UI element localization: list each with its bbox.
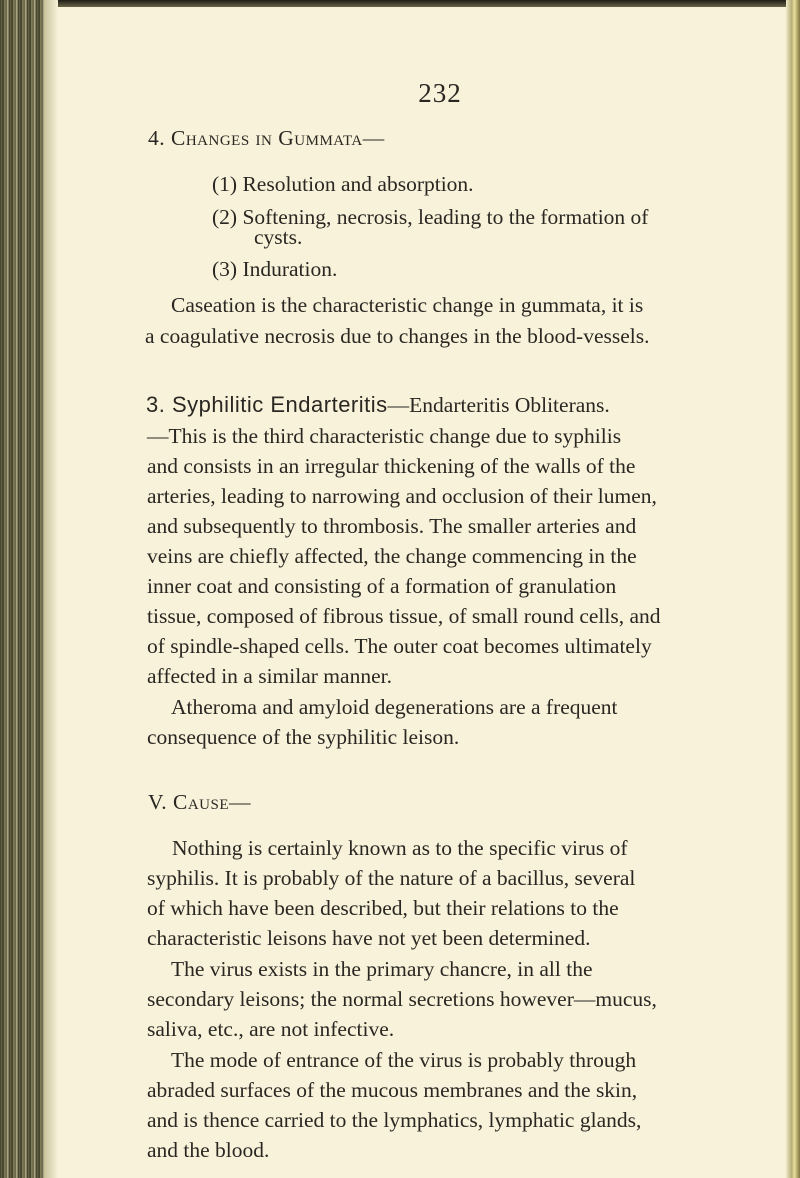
list-item: (2) Softening, necrosis, leading to the formation of xyxy=(212,205,649,229)
paragraph-line: arteries, leading to narrowing and occlusion of their lumen, xyxy=(147,484,657,508)
paragraph-line: and the blood. xyxy=(147,1138,270,1162)
paragraph-line: of which have been described, but their relations to the xyxy=(147,896,619,920)
paragraph-line: veins are chiefly affected, the change commencing in the xyxy=(147,544,637,568)
list-item: cysts. xyxy=(254,225,303,249)
paragraph-line: secondary leisons; the normal secretions however—mucus, xyxy=(147,987,657,1011)
paragraph-line: inner coat and consisting of a formation of granulation xyxy=(147,574,617,598)
paragraph-line: saliva, etc., are not infective. xyxy=(147,1017,395,1041)
paragraph-line: consequence of the syphilitic leison. xyxy=(147,725,460,749)
paragraph-line: of spindle-shaped cells. The outer coat becomes ultimately xyxy=(147,634,652,658)
paragraph-line: Nothing is certainly known as to the specific virus of xyxy=(172,836,628,860)
list-item: (3) Induration. xyxy=(212,257,338,281)
paragraph-line: The virus exists in the primary chancre, in all the xyxy=(171,957,593,981)
paragraph-line: abraded surfaces of the mucous membranes and the skin, xyxy=(147,1078,638,1102)
paragraph-line: Atheroma and amyloid degenerations are a frequent xyxy=(171,695,618,719)
page-number: 232 xyxy=(418,78,462,108)
endarteritis-subtitle: —Endarteritis Obliterans. xyxy=(387,393,610,417)
paragraph-line: affected in a similar manner. xyxy=(147,664,392,688)
section-heading-cause: V. Cause— xyxy=(148,790,252,814)
paragraph-line: characteristic leisons have not yet been determined. xyxy=(147,926,591,950)
paragraph-line: and is thence carried to the lymphatics, lymphatic glands, xyxy=(147,1108,642,1132)
paragraph-line: —This is the third characteristic change due to syphilis xyxy=(147,424,622,448)
paragraph-line: The mode of entrance of the virus is probably through xyxy=(171,1048,637,1072)
paragraph-line: syphilis. It is probably of the nature of a bacillus, several xyxy=(147,866,636,890)
section-heading-changes: 4. Changes in Gummata— xyxy=(148,126,385,150)
paragraph-line: and subsequently to thrombosis. The smaller arteries and xyxy=(147,514,637,538)
section-heading-endarteritis xyxy=(146,394,610,417)
list-item: (1) Resolution and absorption. xyxy=(212,172,474,196)
paragraph-line: tissue, composed of fibrous tissue, of small round cells, and xyxy=(147,604,661,628)
paragraph-line: Caseation is the characteristic change in gummata, it is xyxy=(171,293,644,317)
paragraph-line: and consists in an irregular thickening of the walls of the xyxy=(147,454,636,478)
paragraph-line: a coagulative necrosis due to changes in the blood-vessels. xyxy=(145,324,650,348)
endarteritis-title: 3. Syphilitic Endarteritis xyxy=(146,392,388,417)
